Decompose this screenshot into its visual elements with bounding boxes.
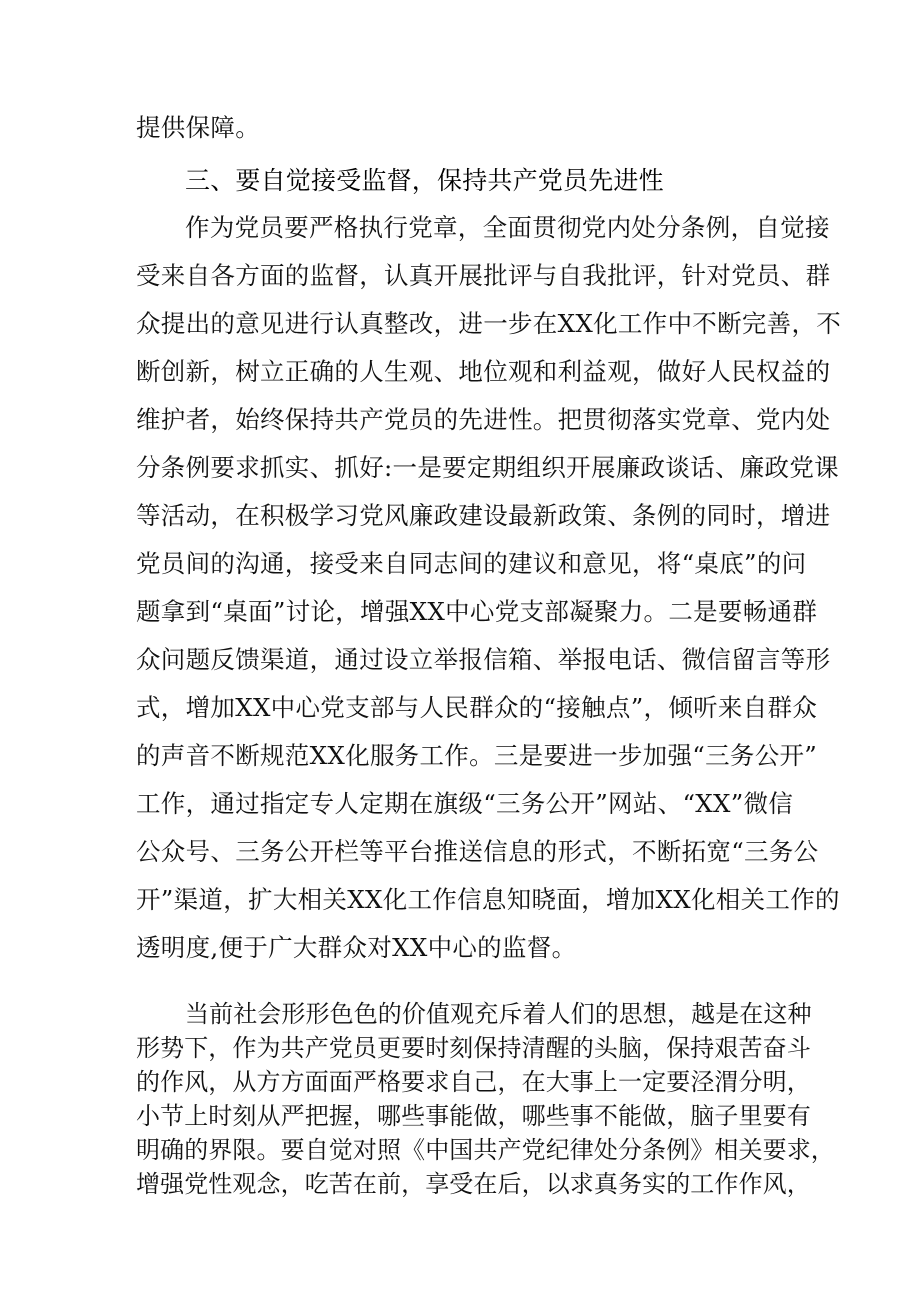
paragraph-line: 增强党性观念，吃苦在前，享受在后，以求真务实的工作作风， [136, 1170, 811, 1198]
paragraph-line: 题拿到“桌面”讨论，增强XX中心党支部凝聚力。二是要畅通群 [136, 597, 818, 626]
paragraph-line: 透明度,便于广大群众对XX中心的监督。 [136, 933, 577, 962]
paragraph-line: 公众号、三务公开栏等平台推送信息的形式，不断拓宽“三务公 [136, 837, 819, 866]
paragraph-line: 分条例要求抓实、抓好:一是要定期组织开展廉政谈话、廉政党课 [136, 453, 839, 482]
paragraph-line: 工作，通过指定专人定期在旗级“三务公开”网站、“XX”微信 [136, 789, 794, 818]
paragraph-line: 等活动，在积极学习党风廉政建设最新政策、条例的同时，增进 [136, 501, 831, 530]
paragraph-line: 当前社会形形色色的价值观充斥着人们的思想，越是在这种 [185, 1000, 812, 1028]
paragraph-line: 的声音不断规范XX化服务工作。三是要进一步加强“三务公开” [136, 741, 818, 770]
paragraph-line: 作为党员要严格执行党章，全面贯彻党内处分条例，自觉接 [185, 213, 830, 242]
paragraph-line: 开”渠道，扩大相关XX化工作信息知晓面，增加XX化相关工作的 [136, 885, 840, 914]
paragraph-line: 众问题反馈渠道，通过设立举报信箱、举报电话、微信留言等形 [136, 645, 831, 674]
paragraph-line: 党员间的沟通，接受来自同志间的建议和意见，将“桌底”的问 [136, 549, 807, 578]
paragraph-line: 受来自各方面的监督，认真开展批评与自我批评，针对党员、群 [136, 261, 831, 290]
paragraph-line: 维护者，始终保持共产党员的先进性。把贯彻落实党章、党内处 [136, 405, 831, 434]
paragraph-line: 小节上时刻从严把握，哪些事能做，哪些事不能做，脑子里要有 [136, 1102, 811, 1130]
paragraph-line: 明确的界限。要自觉对照《中国共产党纪律处分条例》相关要求， [136, 1136, 835, 1164]
carryover-line: 提供保障。 [136, 113, 260, 142]
paragraph-line: 断创新，树立正确的人生观、地位观和利益观，做好人民权益的 [136, 357, 831, 386]
paragraph-line: 形势下，作为共产党员更要时刻保持清醒的头脑，保持艰苦奋斗 [136, 1034, 811, 1062]
paragraph-line: 众提出的意见进行认真整改，进一步在XX化工作中不断完善，不 [136, 309, 842, 338]
paragraph-line: 的作风，从方方面面严格要求自己，在大事上一定要泾渭分明， [136, 1068, 811, 1096]
section-heading: 三、要自觉接受监督，保持共产党员先进性 [185, 166, 664, 195]
paragraph-line: 式，增加XX中心党支部与人民群众的“接触点”，倾听来自群众 [136, 693, 818, 722]
